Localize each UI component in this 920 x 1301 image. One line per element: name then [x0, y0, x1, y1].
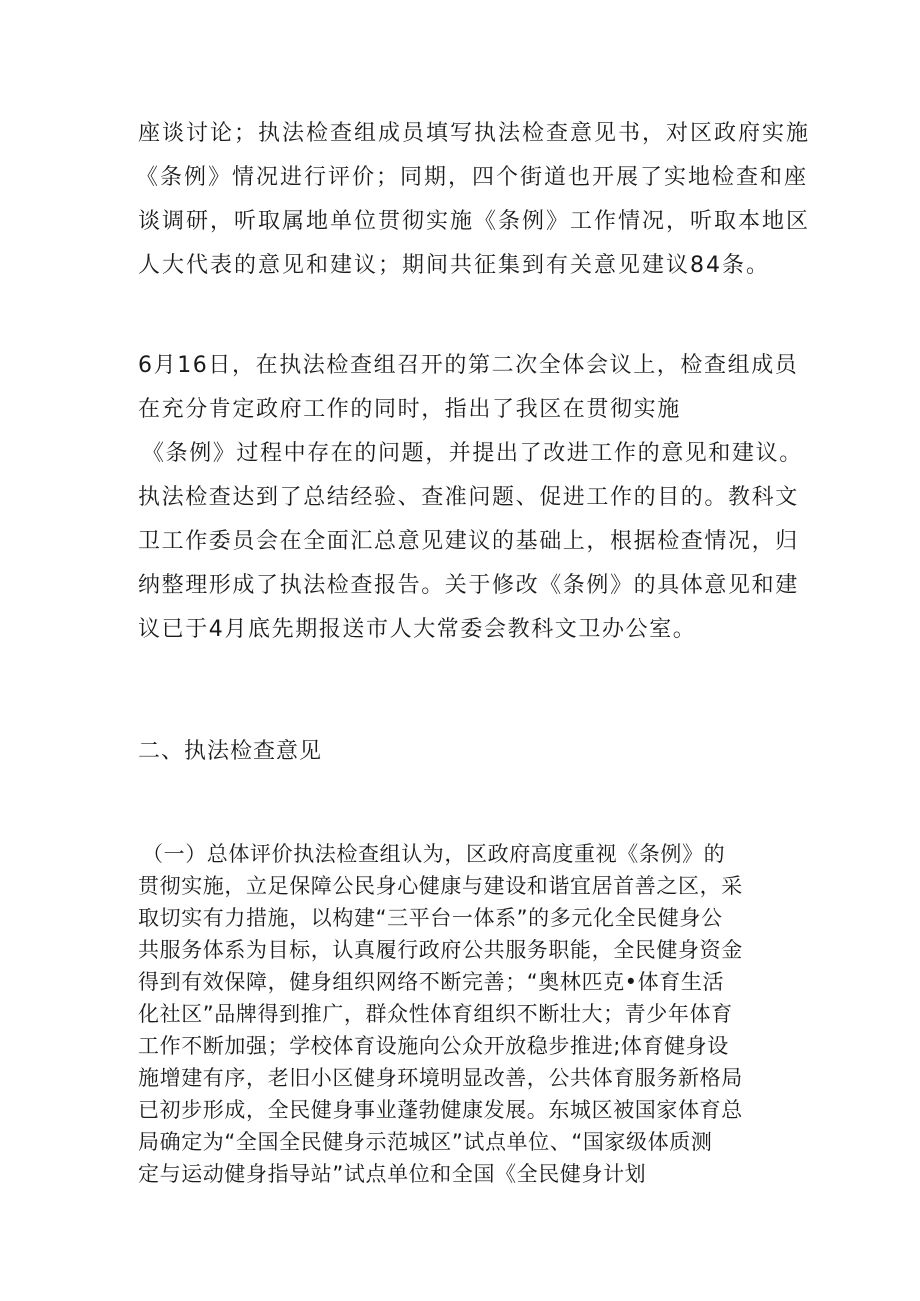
paragraph-line: 纳整理形成了执法检查报告。关于修改《条例》的具体意见和建 [138, 573, 799, 598]
paragraph-line: 已初步形成，全民健身事业蓬勃健康发展。东城区被国家体育总 [138, 1098, 743, 1122]
paragraph-line: 议已于4月底先期报送市人大常委会教科文卫办公室。 [138, 617, 697, 642]
paragraph-line: 座谈讨论；执法检查组成员填写执法检查意见书，对区政府实施 [138, 121, 811, 146]
paragraph-line: 在充分肯定政府工作的同时，指出了我区在贯彻实施 [138, 397, 681, 422]
paragraph-line: 取切实有力措施，以构建“三平台一体系”的多元化全民健身公 [138, 906, 723, 930]
paragraph-line: （一）总体评价执法检查组认为，区政府高度重视《条例》的 [142, 842, 726, 866]
paragraph-line: 施增建有序，老旧小区健身环境明显改善，公共体育服务新格局 [138, 1066, 743, 1090]
paragraph-line: 谈调研，听取属地单位贯彻实施《条例》工作情况，听取本地区 [138, 209, 811, 234]
paragraph-line: 贯彻实施，立足保障公民身心健康与建设和谐宜居首善之区，采 [138, 874, 743, 898]
paragraph-line: 执法检查达到了总结经验、查准问题、促进工作的目的。教科文 [138, 485, 799, 510]
paragraph-line: 定与运动健身指导站”试点单位和全国《全民健身计划 [138, 1162, 647, 1186]
paragraph-line: 《条例》过程中存在的问题，并提出了改进工作的意见和建议。 [142, 441, 803, 466]
paragraph-line: 工作不断加强；学校体育设施向公众开放稳步推进;体育健身设 [138, 1034, 729, 1058]
paragraph-line: 人大代表的意见和建议；期间共征集到有关意见建议84条。 [138, 253, 770, 278]
section-heading: 二、执法检查意见 [138, 739, 323, 764]
paragraph-line: 共服务体系为目标，认真履行政府公共服务职能，全民健身资金 [138, 938, 743, 962]
paragraph-line: 局确定为“全国全民健身示范城区”试点单位、“国家级体质测 [138, 1130, 713, 1154]
paragraph-line: 6月16日，在执法检查组召开的第二次全体会议上，检查组成员 [138, 353, 799, 378]
paragraph-line: 化社区”品牌得到推广，群众性体育组织不断壮大；青少年体育 [138, 1002, 733, 1026]
paragraph-line: 卫工作委员会在全面汇总意见建议的基础上，根据检查情况，归 [138, 529, 799, 554]
paragraph-line: 《条例》情况进行评价；同期，四个街道也开展了实地检查和座 [136, 165, 809, 190]
paragraph-line: 得到有效保障，健身组织网络不断完善；“奥林匹克•体育生活 [138, 970, 725, 994]
